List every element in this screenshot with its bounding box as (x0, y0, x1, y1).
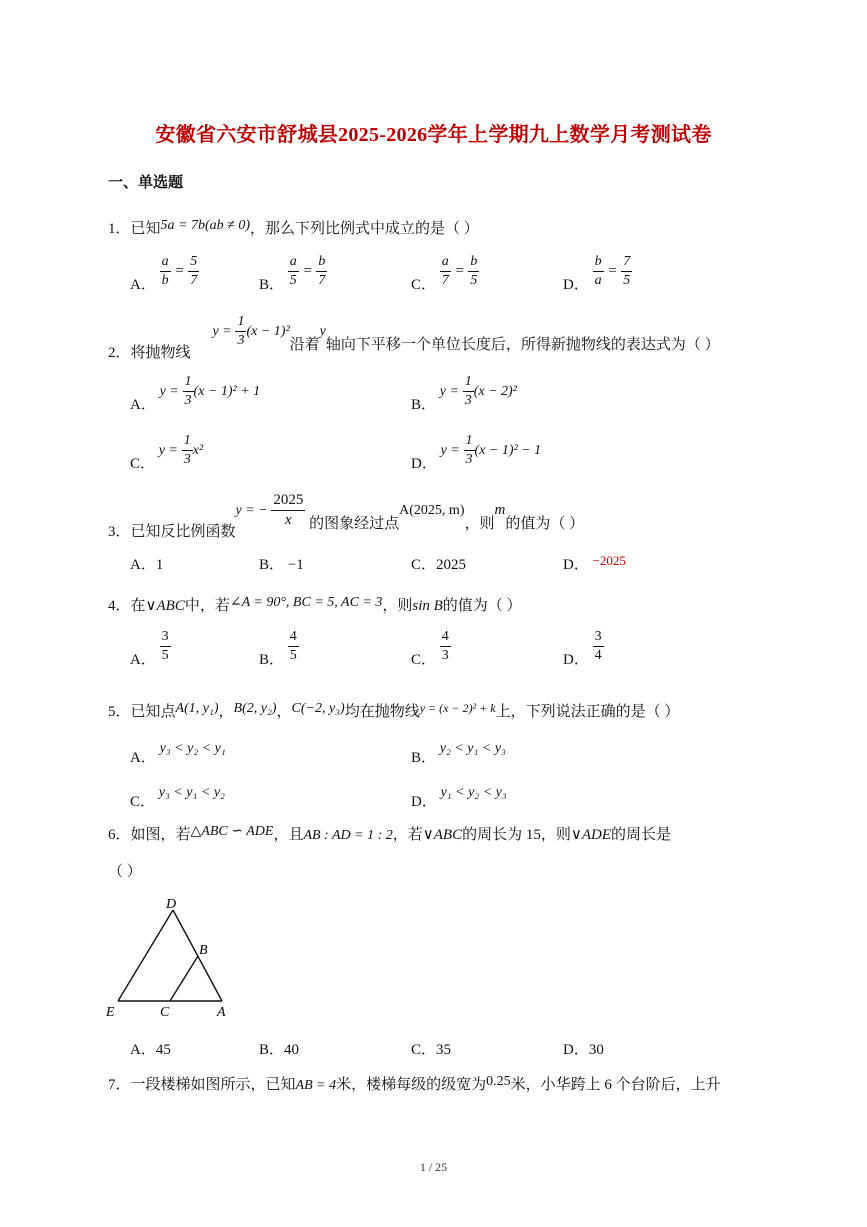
denominator: 4 (594, 648, 602, 663)
option-b[interactable] (259, 553, 304, 574)
option-d[interactable] (411, 784, 507, 810)
question-text: 的值为（ ） (442, 598, 522, 614)
denominator: x (285, 512, 292, 528)
option-label: A． (130, 396, 156, 413)
option-d[interactable] (563, 629, 604, 668)
formula: x² (192, 442, 204, 458)
denominator: 3 (464, 393, 472, 408)
numerator: 2025 (271, 493, 305, 511)
option-label: D． (411, 455, 437, 472)
numerator: a (288, 255, 299, 272)
option-value: −1 (287, 557, 304, 573)
question-text: 已知点 (130, 704, 176, 720)
label-b: B (199, 943, 208, 958)
option-c[interactable] (411, 553, 466, 574)
numerator: 1 (183, 375, 194, 392)
formula: (x − 1)² − 1 (474, 442, 542, 458)
numerator: b (468, 255, 479, 272)
question-text: 中，若 (184, 598, 230, 614)
formula: y = (439, 383, 459, 399)
numerator: 3 (593, 630, 604, 647)
question-text: 的周长是 (610, 827, 671, 843)
question-number: 5． (108, 704, 131, 720)
fraction (593, 255, 604, 288)
fraction (316, 255, 327, 288)
denominator: 5 (289, 648, 297, 663)
numerator: a (440, 255, 451, 272)
fraction (440, 630, 451, 663)
numerator: 1 (235, 315, 246, 332)
option-d[interactable]: D． $\frac{b}{a}$ = $\frac{7}{5}$ (563, 254, 631, 293)
option-label: B． (411, 396, 437, 413)
option-label: D． (411, 794, 437, 810)
question-text: 在 (130, 598, 146, 614)
denominator: 5 (161, 648, 169, 663)
denominator: 5 (289, 273, 297, 288)
variable: y (319, 323, 326, 339)
numerator: a (160, 255, 171, 272)
question-text: ，若 (392, 827, 423, 843)
question-text: ，则 (464, 515, 495, 532)
option-a[interactable]: A． $\frac{a}{b}$ = $\frac{5}{7}$ (130, 254, 198, 293)
option-b[interactable] (259, 1038, 299, 1059)
numerator: b (316, 255, 327, 272)
segment-da (173, 910, 222, 1001)
formula: (x − 1)² + 1 (193, 383, 261, 399)
option-a[interactable] (130, 374, 261, 413)
formula: y = − (235, 502, 268, 518)
option-label: B． (259, 557, 285, 573)
question-text: 已知反比例函数 (130, 523, 236, 540)
numerator: b (593, 255, 604, 272)
question-text: 的图象经过点 (309, 515, 400, 532)
option-d[interactable] (563, 553, 626, 574)
question-number: 4． (108, 598, 131, 614)
option-label: A． (130, 557, 156, 573)
fraction (464, 434, 475, 467)
option-a[interactable] (130, 740, 226, 766)
question-6 (108, 823, 671, 844)
denominator: 7 (318, 273, 326, 288)
label-e: E (106, 1005, 115, 1020)
formula: y = (158, 442, 178, 458)
segment-bc (170, 956, 198, 1001)
option-value: 2025 (436, 557, 467, 573)
question-text: 已知 (130, 221, 161, 237)
option-c[interactable] (411, 629, 451, 668)
page-number: 1 / 25 (419, 1160, 448, 1174)
question-2 (108, 314, 720, 361)
fraction (468, 255, 479, 288)
option-label: C． (411, 276, 437, 293)
formula: sin B (412, 598, 443, 614)
option-value: 35 (436, 1042, 452, 1058)
fraction (235, 315, 246, 348)
option-a[interactable] (130, 1038, 171, 1059)
denominator: b (161, 273, 169, 288)
option-b[interactable] (411, 374, 517, 413)
formula: 5a = 7b(ab ≠ 0) (160, 218, 250, 233)
formula: ∨ABC (422, 827, 463, 843)
formula: y₁ < y₂ < y₃ (440, 785, 507, 800)
numerator: 7 (621, 255, 632, 272)
formula: y = (159, 383, 179, 399)
denominator: a (594, 273, 602, 288)
question-7 (108, 1073, 721, 1094)
question-text: 米，楼梯每级的级宽为 (336, 1077, 487, 1093)
option-c[interactable] (411, 1038, 451, 1059)
option-value: 40 (284, 1042, 300, 1058)
option-value: 45 (155, 1042, 171, 1058)
option-label: D． (563, 557, 589, 573)
denominator: 3 (184, 393, 192, 408)
question-number: 6． (108, 827, 131, 843)
option-label: A． (130, 1042, 156, 1058)
option-label: C． (411, 1042, 437, 1058)
fraction (440, 255, 451, 288)
denominator: 7 (190, 273, 198, 288)
triangle-figure (100, 890, 250, 1025)
formula: A(2025, m) (399, 502, 465, 518)
question-text: 均在抛物线 (344, 704, 420, 720)
numerator: 1 (464, 434, 475, 451)
variable: m (494, 501, 506, 518)
formula: 0.25 (486, 1074, 511, 1089)
formula: y = (440, 442, 460, 458)
formula: y₃ < y₂ < y₁ (159, 741, 226, 756)
question-text: 一段楼梯如图所示，已知 (130, 1077, 296, 1093)
denominator: 7 (441, 273, 449, 288)
question-number: 1． (108, 221, 131, 237)
formula: B(2, y₂) (233, 701, 277, 716)
question-number: 7． (108, 1077, 131, 1093)
question-text: ，则 (382, 598, 413, 614)
question-text: ，那么下列比例式中成立的是（ ） (250, 221, 479, 237)
formula: C(−2, y₃) (291, 701, 345, 716)
option-c[interactable] (130, 433, 204, 472)
option-label: A． (130, 750, 156, 766)
option-value: 30 (588, 1042, 604, 1058)
question-text: 沿着 (289, 336, 320, 353)
option-d[interactable] (411, 433, 542, 472)
formula: AB : AD = 1 : 2 (303, 828, 393, 843)
fraction (271, 493, 305, 528)
numerator: 1 (182, 434, 193, 451)
denominator: 3 (465, 452, 473, 467)
formula: y₂ < y₁ < y₃ (439, 741, 506, 756)
denominator: 3 (441, 648, 449, 663)
question-text: ，且 (273, 827, 304, 843)
denominator: 3 (183, 452, 191, 467)
page-title: 安徽省六安市舒城县2025-2026学年上学期九上数学月考测试卷 (155, 124, 712, 146)
fraction (160, 255, 171, 288)
label-a: A (217, 1005, 226, 1020)
question-text: 上，下列说法正确的是（ ） (495, 704, 680, 720)
punctuation: ， (218, 704, 234, 720)
question-text: 将抛物线 (130, 344, 191, 361)
option-value: 1 (155, 557, 164, 573)
formula: y = (x − 2)² + k (419, 701, 496, 715)
denominator: 5 (470, 273, 478, 288)
option-c[interactable] (130, 784, 225, 810)
formula: ∨ABC (145, 598, 185, 614)
fraction (463, 375, 474, 408)
fraction (182, 434, 193, 467)
numerator: 1 (463, 375, 474, 392)
numerator: 4 (440, 630, 451, 647)
option-label: D． (563, 651, 589, 668)
question-3 (108, 492, 585, 540)
fraction (593, 630, 604, 663)
label-d: D (166, 897, 177, 912)
option-value: −2025 (592, 553, 626, 568)
fraction (160, 630, 171, 663)
formula: y₃ < y₁ < y₂ (158, 785, 225, 800)
option-c[interactable]: C． $\frac{a}{7}$ = $\frac{b}{5}$ (411, 254, 478, 293)
option-label: B． (259, 651, 285, 668)
fraction (621, 255, 632, 288)
option-b[interactable]: B． $\frac{a}{5}$ = $\frac{b}{7}$ (259, 254, 326, 293)
option-label: A． (130, 276, 156, 293)
question-text: 的值为（ ） (505, 515, 585, 532)
option-b[interactable] (411, 740, 506, 766)
question-text: 如图，若 (130, 827, 191, 843)
option-label: D． (563, 1042, 589, 1058)
question-4 (108, 594, 522, 615)
option-label: C． (130, 455, 156, 472)
option-label: B． (259, 1042, 285, 1058)
segment-de (118, 910, 173, 1001)
label-c: C (160, 1005, 170, 1020)
question-number: 2． (108, 344, 131, 361)
option-label: B． (259, 276, 285, 293)
formula: (x − 2)² (473, 383, 517, 399)
formula: AB = 4 (295, 1078, 337, 1093)
denominator: 3 (237, 333, 245, 348)
option-label: C． (130, 794, 156, 810)
option-label: A． (130, 651, 156, 668)
question-number: 3． (108, 523, 131, 540)
option-label: D． (563, 276, 589, 293)
fraction (288, 630, 299, 663)
formula: ∠A = 90°, BC = 5, AC = 3 (229, 595, 383, 610)
fraction (188, 255, 199, 288)
option-d[interactable] (563, 1038, 604, 1059)
formula: (x − 1)² (246, 323, 290, 339)
numerator: 3 (160, 630, 171, 647)
question-6-paren: （ ） (108, 864, 142, 880)
question-text: 的周长为 15，则 (462, 827, 571, 843)
question-1 (108, 217, 479, 238)
formula: ∨ADE (570, 827, 611, 843)
formula: △ABC ∽ ADE (190, 824, 274, 839)
formula: y = (212, 323, 232, 339)
option-a[interactable] (130, 629, 171, 668)
option-label: B． (411, 750, 437, 766)
question-text: 米，小华跨上 6 个台阶后，上升 (510, 1077, 721, 1093)
question-5 (108, 700, 679, 721)
punctuation: ， (276, 704, 292, 720)
section-heading: 一、单选题 (108, 175, 184, 191)
fraction (288, 255, 299, 288)
question-text: 轴向下平移一个单位长度后，所得新抛物线的表达式为（ ） (325, 336, 720, 353)
option-a[interactable] (130, 553, 163, 574)
option-b[interactable] (259, 629, 299, 668)
formula: A(1, y₁) (175, 701, 219, 716)
numerator: 4 (288, 630, 299, 647)
option-label: C． (411, 651, 437, 668)
numerator: 5 (188, 255, 199, 272)
option-label: C． (411, 557, 437, 573)
fraction (183, 375, 194, 408)
denominator: 5 (623, 273, 631, 288)
